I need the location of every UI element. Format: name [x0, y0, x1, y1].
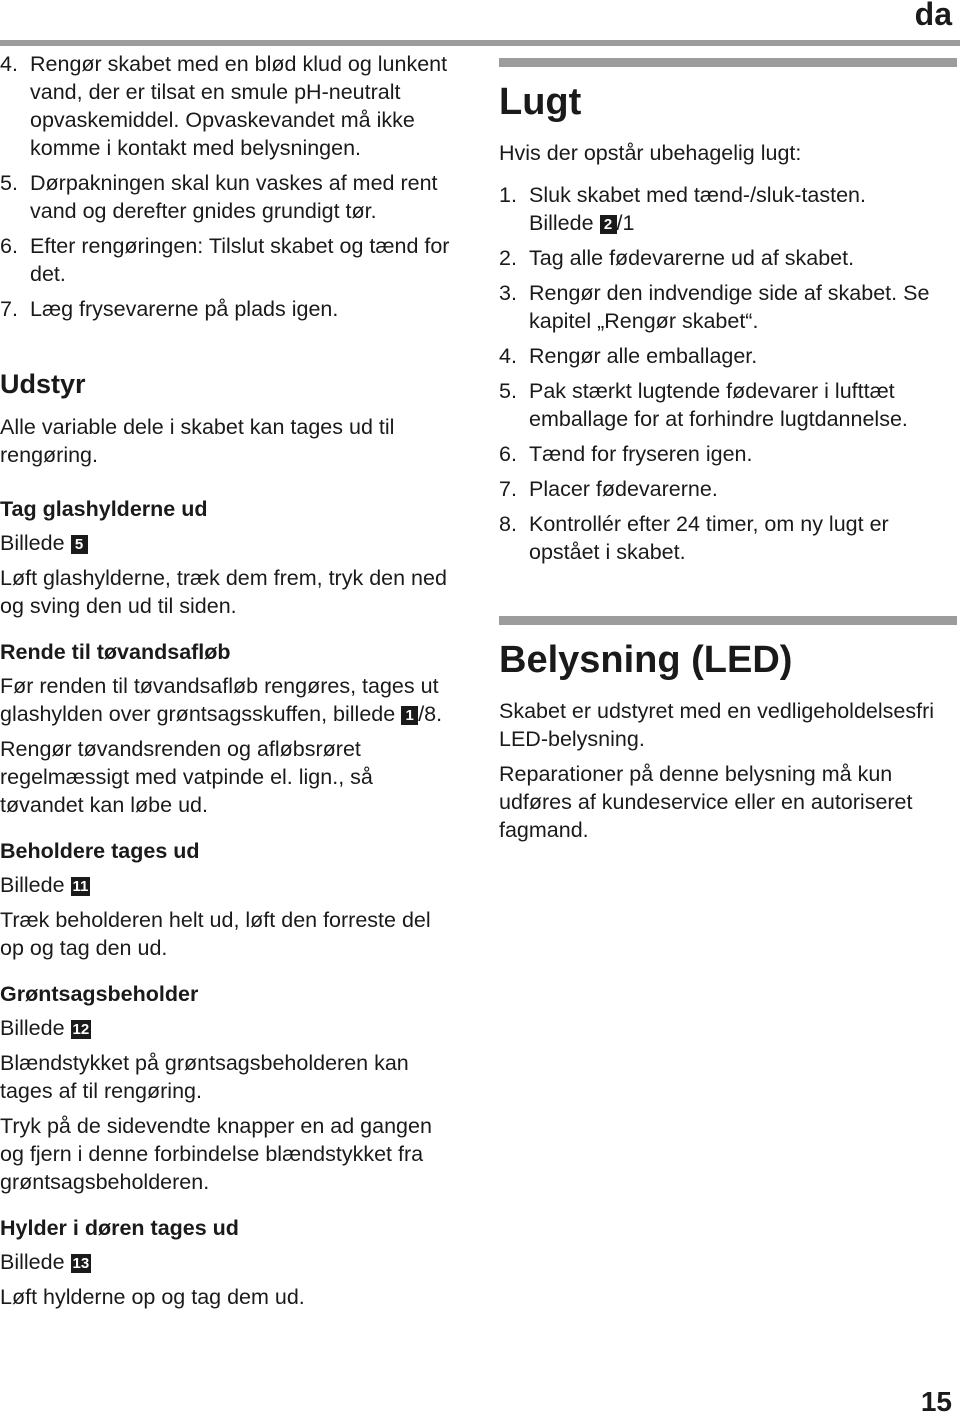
- list-item: 8. Kontrollér efter 24 timer, om ny lugt er opstået i skabet.: [499, 512, 889, 564]
- language-code: da: [914, 0, 952, 32]
- figure-reference: Billede 5: [0, 529, 460, 557]
- section-title-lugt: Lugt: [499, 81, 582, 123]
- subsection-title-rende: Rende til tøvandsafløb: [0, 640, 231, 664]
- figure-reference: Billede 11: [0, 873, 89, 897]
- subsection-title-beholdere: Beholdere tages ud: [0, 839, 200, 863]
- list-item: 6. Tænd for fryseren igen.: [499, 442, 753, 466]
- section-rule: [499, 616, 957, 625]
- list-item: 1. Sluk skabet med tænd-/sluk-tasten. Billede 2 /1: [499, 183, 866, 235]
- udstyr-text: Alle variable dele i skabet kan tages ud til rengøring.: [0, 415, 395, 467]
- figure-number-badge: 5: [71, 535, 88, 554]
- section-title-belysning: Belysning (LED): [499, 639, 793, 681]
- rende-text-1: Før renden til tøvandsafløb rengøres, tages ut glashylden over grøntsagsskuffen, billede 1 /8.: [0, 674, 443, 726]
- grontsag-text-2: Tryk på de sidevendte knapper en ad gangen og fjern i denne forbindelse blændstykket fra grøntsagsbeholderen.: [0, 1114, 432, 1194]
- cleaning-steps-list: [0, 50, 460, 323]
- page-number: 15: [920, 1386, 952, 1417]
- figure-number-badge: 2: [600, 215, 617, 234]
- list-item: 4. Rengør alle emballager.: [499, 344, 758, 368]
- list-item: 4. Rengør skabet med en blød klud og lunkent vand, der er tilsat en smule pH-neutralt opvaskemiddel. Opvaskevandet må ikke komme i kontakt med belysningen.: [0, 52, 448, 160]
- right-column: [499, 58, 957, 844]
- figure-number-badge: 1: [401, 706, 418, 725]
- beholdere-text: Træk beholderen helt ud, løft den forreste del op og tag den ud.: [0, 908, 431, 960]
- figure-number-badge: 12: [72, 1021, 90, 1038]
- rende-text-2: Rengør tøvandsrenden og afløbsrøret regelmæssigt med vatpinde el. lign., så tøvandet kan løbe ud.: [0, 737, 373, 817]
- list-item: 3. Rengør den indvendige side af skabet. Se kapitel „Rengør skabet“.: [499, 281, 930, 333]
- glashylder-text: Løft glashylderne, træk dem frem, tryk den ned og sving den ud til siden.: [0, 566, 447, 618]
- list-item: 5. Dørpakningen skal kun vaskes af med rent vand og derefter gnides grundigt tør.: [0, 171, 438, 223]
- section-title-udstyr: Udstyr: [0, 369, 86, 399]
- hylder-text: Løft hylderne op og tag dem ud.: [0, 1285, 305, 1309]
- section-rule: [499, 58, 957, 67]
- figure-number-badge: 11: [72, 878, 89, 895]
- lugt-intro: Hvis der opstår ubehagelig lugt:: [499, 141, 802, 165]
- subsection-title-hylder: Hylder i døren tages ud: [0, 1216, 239, 1240]
- list-item: 6. Efter rengøringen: Tilslut skabet og tænd for det.: [0, 234, 450, 286]
- belysning-text-1: Skabet er udstyret med en vedligeholdelsesfri LED-belysning.: [499, 699, 935, 751]
- list-item: 2. Tag alle fødevarerne ud af skabet.: [499, 246, 855, 270]
- subsection-title-glashylder: Tag glashylderne ud: [0, 497, 208, 521]
- figure-number-badge: 13: [72, 1255, 90, 1272]
- belysning-text-2: Reparationer på denne belysning må kun udføres af kundeservice eller en autoriseret fagmand.: [499, 762, 913, 842]
- figure-reference: Billede 13: [0, 1250, 90, 1274]
- left-column: [0, 50, 460, 1311]
- figure-reference: Billede 12: [0, 1016, 90, 1040]
- list-item: 7. Læg frysevarerne på plads igen.: [0, 297, 339, 321]
- subsection-title-grontsagsbeholder: Grøntsagsbeholder: [0, 982, 199, 1006]
- list-item: 5. Pak stærkt lugtende fødevarer i lufttæt emballage for at forhindre lugtdannelse.: [499, 379, 908, 431]
- header-rule: [0, 40, 960, 46]
- list-item: 7. Placer fødevarerne.: [499, 477, 718, 501]
- grontsag-text-1: Blændstykket på grøntsagsbeholderen kan tages af til rengøring.: [0, 1051, 409, 1103]
- lugt-steps-list: [499, 181, 957, 566]
